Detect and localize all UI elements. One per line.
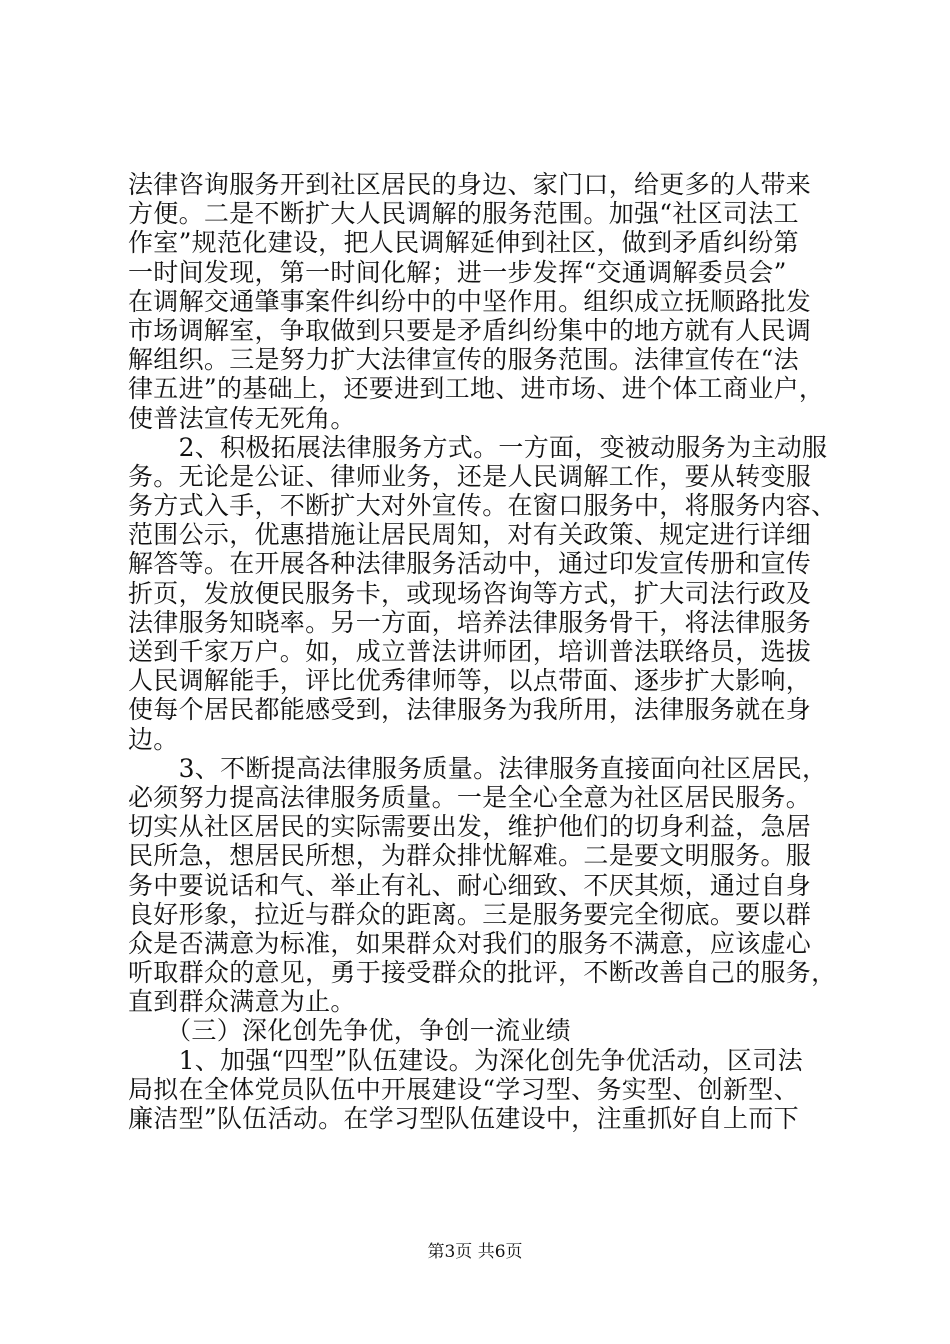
text-line: 1、加强“四型”队伍建设。为深化创先争优活动，区司法 bbox=[128, 1045, 803, 1075]
text-line: 范围公示，优惠措施让居民周知，对有关政策、规定进行详细 bbox=[128, 520, 812, 550]
text-line: 边。 bbox=[128, 724, 179, 754]
text-line: 3、不断提高法律服务质量。法律服务直接面向社区居民， bbox=[128, 753, 828, 783]
text-line: 解答等。在开展各种法律服务活动中，通过印发宣传册和宣传 bbox=[128, 549, 812, 579]
text-line: 送到千家万户。如，成立普法讲师团，培训普法联络员，选拔 bbox=[128, 637, 812, 666]
body-text bbox=[128, 170, 837, 1133]
text-line: 廉洁型”队伍活动。在学习型队伍建设中，注重抓好自上而下 bbox=[128, 1104, 799, 1133]
text-line: 良好形象，拉近与群众的距离。三是服务要完全彻底。要以群 bbox=[128, 899, 812, 929]
text-line: 一时间发现，第一时间化解；进一步发挥“交通调解委员会” bbox=[128, 257, 787, 287]
page-footer: 第3页 共6页 bbox=[427, 1242, 523, 1262]
text-line: 务。无论是公证、律师业务，还是人民调解工作，要从转变服 bbox=[128, 461, 812, 491]
text-line: 作室”规范化建设，把人民调解延伸到社区，做到矛盾纠纷第 bbox=[128, 228, 799, 258]
text-line: （三）深化创先争优，争创一流业绩 bbox=[128, 1016, 571, 1046]
text-line: 折页，发放便民服务卡，或现场咨询等方式，扩大司法行政及 bbox=[128, 578, 812, 608]
text-line: 使每个居民都能感受到，法律服务为我所用，法律服务就在身 bbox=[128, 695, 812, 725]
text-line: 市场调解室，争取做到只要是矛盾纠纷集中的地方就有人民调 bbox=[128, 315, 812, 345]
text-line: 务中要说话和气、举止有礼、耐心细致、不厌其烦，通过自身 bbox=[128, 870, 812, 900]
text-line: 切实从社区居民的实际需要出发，维护他们的切身利益，急居 bbox=[128, 812, 812, 842]
text-line: 人民调解能手，评比优秀律师等，以点带面、逐步扩大影响， bbox=[128, 666, 812, 696]
text-line: 民所急，想居民所想，为群众排忧解难。二是要文明服务。服 bbox=[128, 841, 812, 871]
text-line: 直到群众满意为止。 bbox=[128, 987, 356, 1017]
text-line: 听取群众的意见，勇于接受群众的批评，不断改善自己的服务， bbox=[128, 958, 837, 988]
text-line: 2、积极拓展法律服务方式。一方面，变被动服务为主动服 bbox=[128, 432, 828, 462]
text-line: 必须努力提高法律服务质量。一是全心全意为社区居民服务。 bbox=[128, 782, 812, 812]
text-line: 众是否满意为标准，如果群众对我们的服务不满意，应该虚心 bbox=[128, 928, 812, 958]
text-line: 局拟在全体党员队伍中开展建设“学习型、务实型、创新型、 bbox=[128, 1074, 799, 1104]
text-line: 务方式入手，不断扩大对外宣传。在窗口服务中，将服务内容、 bbox=[128, 491, 837, 521]
text-line: 使普法宣传无死角。 bbox=[128, 403, 356, 433]
text-line: 在调解交通肇事案件纠纷中的中坚作用。组织成立抚顺路批发 bbox=[128, 286, 812, 316]
text-line: 法律咨询服务开到社区居民的身边、家门口，给更多的人带来 bbox=[128, 170, 812, 199]
text-line: 方便。二是不断扩大人民调解的服务范围。加强“社区司法工 bbox=[128, 199, 799, 229]
text-line: 法律服务知晓率。另一方面，培养法律服务骨干，将法律服务 bbox=[128, 607, 812, 637]
text-line: 律五进”的基础上，还要进到工地、进市场、进个体工商业户， bbox=[128, 374, 825, 404]
text-line: 解组织。三是努力扩大法律宣传的服务范围。法律宣传在“法 bbox=[128, 345, 799, 375]
